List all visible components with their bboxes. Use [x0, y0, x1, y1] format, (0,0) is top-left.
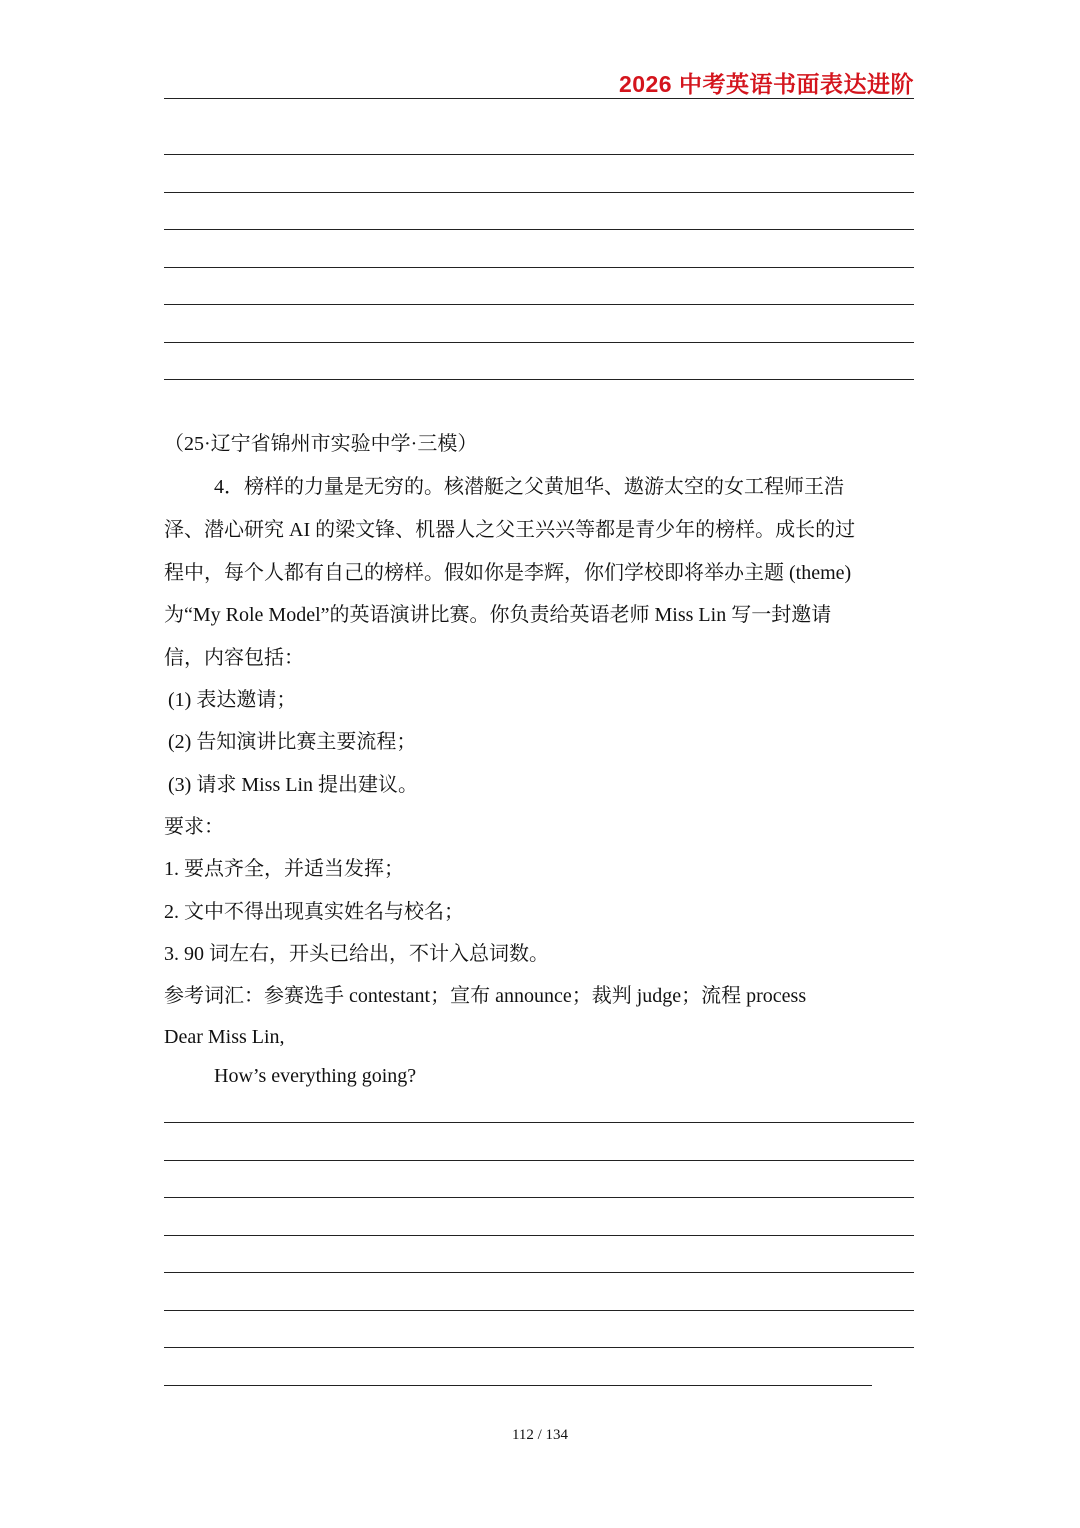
writing-line: [164, 1272, 914, 1273]
writing-line: [164, 1160, 914, 1161]
writing-line: [164, 1385, 872, 1386]
writing-line: [164, 1235, 914, 1236]
writing-line: [164, 342, 914, 343]
requirement-item: 2. 文中不得出现真实姓名与校名；: [164, 901, 464, 923]
vocabulary-line: 参考词汇：参赛选手 contestant；宣布 announce；裁判 judge；流程 process: [164, 985, 807, 1007]
question-prompt-line: 为“My Role Model”的英语演讲比赛。你负责给英语老师 Miss Lin 写一封邀请: [164, 604, 832, 626]
letter-opening: How’s everything going?: [214, 1065, 417, 1087]
content-item: (3) 请求 Miss Lin 提出建议。: [168, 774, 418, 796]
writing-line: [164, 379, 914, 380]
writing-line: [164, 192, 914, 193]
writing-line: [164, 1197, 914, 1198]
header-title: 2026 中考英语书面表达进阶: [618, 71, 914, 97]
requirement-item: 3. 90 词左右，开头已给出，不计入总词数。: [164, 943, 549, 965]
question-prompt-line: 4．榜样的力量是无穷的。核潜艇之父黄旭华、遨游太空的女工程师王浩: [214, 476, 844, 498]
question-source: （25·辽宁省锦州市实验中学·三模）: [164, 433, 478, 455]
question-prompt-line: 程中，每个人都有自己的榜样。假如你是李辉，你们学校即将举办主题 (theme): [164, 562, 852, 584]
writing-line: [164, 1122, 914, 1123]
writing-line: [164, 304, 914, 305]
writing-line: [164, 267, 914, 268]
requirement-item: 1. 要点齐全，并适当发挥；: [164, 858, 404, 880]
requirements-label: 要求：: [164, 816, 224, 838]
letter-greeting: Dear Miss Lin,: [164, 1026, 285, 1048]
content-item: (2) 告知演讲比赛主要流程；: [168, 731, 417, 753]
writing-line: [164, 229, 914, 230]
page-number: 112 / 134: [511, 1427, 569, 1443]
writing-line: [164, 1347, 914, 1348]
header-rule: [164, 98, 914, 99]
question-prompt-line: 泽、潜心研究 AI 的梁文锋、机器人之父王兴兴等都是青少年的榜样。成长的过: [164, 519, 856, 541]
question-prompt-line: 信，内容包括：: [164, 647, 304, 669]
content-item: (1) 表达邀请；: [168, 689, 297, 711]
writing-line: [164, 1310, 914, 1311]
writing-line: [164, 154, 914, 155]
